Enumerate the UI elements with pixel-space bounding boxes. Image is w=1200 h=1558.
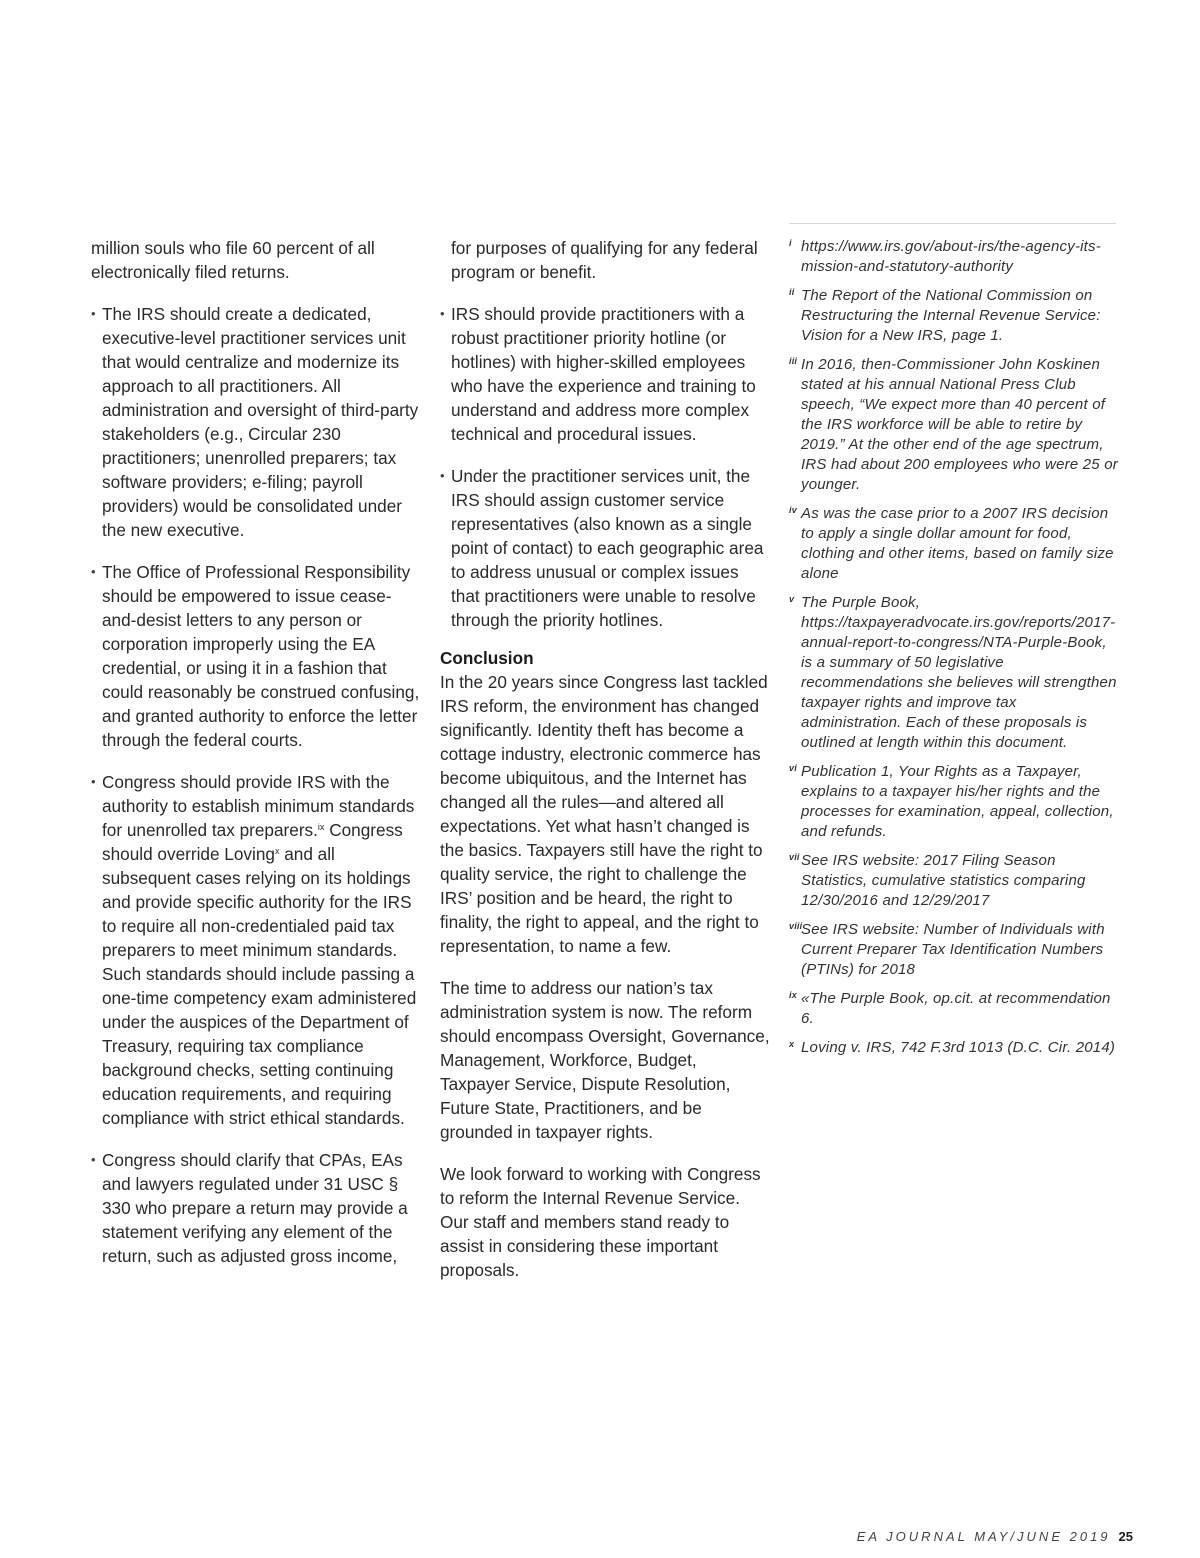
bullet-text-part: and all subsequent cases relying on its holdings and provide specific authority for the IRS to require all non-credentialed paid tax preparers to meet minimum standards. Such standards should include passing a one-time competency exam administered under the auspices of the Department of Treasury, requiring tax compliance background checks, setting continuing education requirements, and requiring compliance with strict ethical standards. [102, 844, 417, 1128]
endnote-marker: ix [789, 990, 797, 1000]
lead-paragraph: million souls who file 60 percent of all electronically filed returns. [91, 238, 375, 282]
endnote-text: The Purple Book, https://taxpayeradvocate.irs.gov/reports/2017-annual-report-to-congress/NTA-Purple-Book, is a summary of 50 legislative recommendations she believes will strengthen taxpayer rights and improve tax administration. Each of these proposals is outlined at length within this document. [801, 594, 1117, 751]
bullet-continuation: for purposes of qualifying for any federal program or benefit. [451, 238, 758, 282]
bullet-text-part: Congress should provide IRS with the authority to establish minimum standards for unenrolled tax preparers. [102, 772, 415, 840]
conclusion-paragraph: We look forward to working with Congress to reform the Internal Revenue Service. Our staff and members stand ready to assist in considering these important proposals. [440, 1164, 761, 1280]
endnote-marker: x [789, 1039, 795, 1049]
endnote-marker: iv [789, 505, 797, 515]
endnotes-column [789, 237, 1119, 1067]
endnote-marker: iii [789, 356, 798, 366]
endnote-marker: v [789, 594, 795, 604]
bullet-priority-hotline: • IRS should provide practitioners with a robust practitioner priority hotline (or hotlines) with higher-skilled employees who have the experience and training to understand and address more complex technical and procedural issues. [440, 302, 770, 446]
bullet-single-point-contact: • Under the practitioner services unit, the IRS should assign customer service representatives (also known as a single point of contact) to each geographic area to address unusual or complex issues that practitioners were unable to resolve through the priority hotlines. [440, 464, 770, 632]
endnote [789, 920, 1119, 980]
footnote-ref: ix [317, 822, 325, 832]
column-middle [440, 236, 770, 1300]
endnote-marker: vii [789, 852, 800, 862]
endnote-marker: viii [789, 921, 803, 931]
endnote-text: Loving v. IRS, 742 F.3rd 1013 (D.C. Cir. 2014) [801, 1039, 1116, 1056]
endnote [789, 851, 1119, 911]
endnote-text: See IRS website: 2017 Filing Season Statistics, cumulative statistics comparing 12/30/2016 and 12/29/2017 [801, 852, 1086, 909]
endnotes-divider [789, 223, 1116, 224]
endnote-text: See IRS website: Number of Individuals with Current Preparer Tax Identification Numbers (PTINs) for 2018 [801, 921, 1105, 978]
bullet-opr-authority: • The Office of Professional Responsibility should be empowered to issue cease-and-desist letters to any person or corporation improperly using the EA credential, or using it in a fashion that could reasonably be construed confusing, and granted authority to enforce the letter through the federal courts. [91, 560, 421, 752]
endnote [789, 286, 1119, 346]
endnote-marker: ii [789, 287, 795, 297]
endnote [789, 593, 1119, 753]
bullet-practitioner-unit: • The IRS should create a dedicated, executive-level practitioner services unit that would centralize and modernize its approach to all practitioners. All administration and oversight of third-party stakeholders (e.g., Circular 230 practitioners; unenrolled preparers; tax software providers; e-filing; payroll providers) would be consolidated under the new executive. [91, 302, 421, 542]
endnote [789, 355, 1119, 495]
endnote-marker: i [789, 238, 792, 248]
publication-name: EA JOURNAL MAY/JUNE 2019 [856, 1529, 1111, 1544]
endnote-text: https://www.irs.gov/about-irs/the-agency-its-mission-and-statutory-authority [801, 238, 1101, 275]
endnote [789, 762, 1119, 842]
section-heading: Conclusion [440, 648, 534, 668]
endnote [789, 504, 1119, 584]
conclusion-paragraph: In the 20 years since Congress last tackled IRS reform, the environment has changed significantly. Identity theft has become a cottage industry, electronic commerce has become ubiquitous, and the Internet has changed all the rules—and altered all expectations. Yet what hasn’t changed is the basics. Taxpayers still have the right to quality service, the right to challenge the IRS’ position and be heard, the right to finality, the right to appeal, and the right to representation, to name a few. [440, 672, 768, 956]
endnote-text: In 2016, then-Commissioner John Koskinen stated at his annual National Press Club speech, “We expect more than 40 percent of the IRS workforce will be able to retire by 2019.” At the other end of the age spectrum, IRS had about 200 employees who were 25 or younger. [801, 356, 1118, 493]
bullet-minimum-standards [91, 770, 421, 1130]
endnote-text: The Report of the National Commission on Restructuring the Internal Revenue Service: Vision for a New IRS, page 1. [801, 287, 1101, 344]
column-left [91, 236, 421, 1286]
page-footer [857, 1529, 1133, 1544]
bullet-cpa-statement: • Congress should clarify that CPAs, EAs and lawyers regulated under 31 USC § 330 who prepare a return may provide a statement verifying any element of the return, such as adjusted gross income, [91, 1148, 421, 1268]
footnote-ref: x [274, 846, 280, 856]
conclusion-paragraph: The time to address our nation’s tax administration system is now. The reform should encompass Oversight, Governance, Management, Workforce, Budget, Taxpayer Service, Dispute Resolution, Future State, Practitioners, and be grounded in taxpayer rights. [440, 978, 770, 1142]
endnote [789, 1038, 1119, 1058]
endnote-text: Publication 1, Your Rights as a Taxpayer, explains to a taxpayer his/her rights and the processes for examination, appeal, collection, and refunds. [801, 763, 1114, 840]
endnote [789, 237, 1119, 277]
endnote-marker: vi [789, 763, 797, 773]
endnote-text: As was the case prior to a 2007 IRS decision to apply a single dollar amount for food, clothing and other items, based on family size alone [801, 505, 1114, 582]
endnote-text: «The Purple Book, op.cit. at recommendation 6. [801, 990, 1111, 1027]
page-number: 25 [1118, 1529, 1133, 1544]
endnote [789, 989, 1119, 1029]
bullet-text-part: Congress should override Loving [102, 820, 403, 864]
